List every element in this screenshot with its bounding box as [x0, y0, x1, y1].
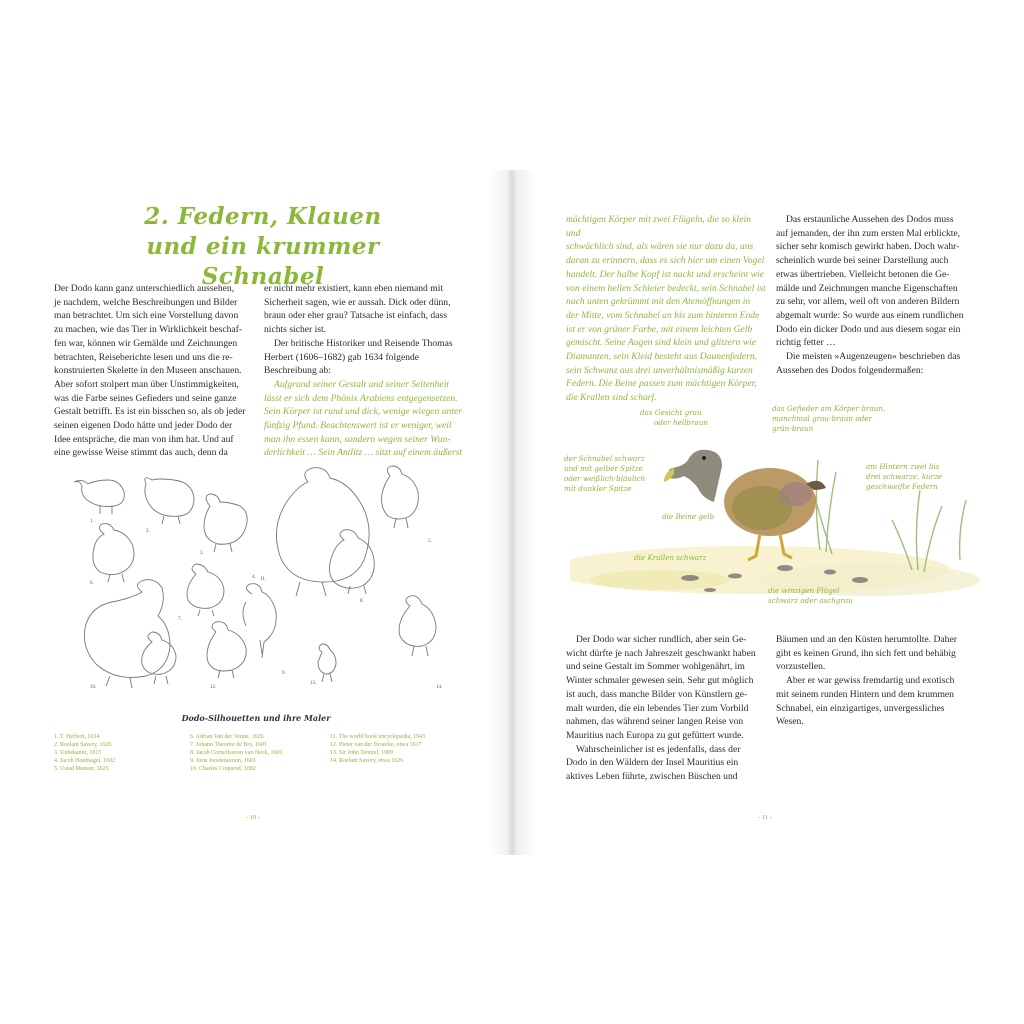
text-line: zu machen, wie das Tier in Wirklichkeit beschaf- — [54, 324, 243, 336]
text-line: nahmen, das während seiner langen Reise von — [566, 716, 744, 728]
credits-column-3 — [330, 733, 425, 765]
credit-item: 6. Adrian Van der Venne, 1626 — [190, 734, 264, 740]
text-line: Idee entspräche, die man von ihm hat. Und auf — [54, 433, 234, 445]
silhouette-2 — [145, 478, 194, 524]
text-line: gemischt. Seine Augen sind klein und glitzern wie — [566, 337, 757, 349]
annotation-line: schwarz oder aschgrau — [768, 596, 853, 605]
text-line: mälde und Zeichnungen manche Eigenschaften — [776, 282, 958, 294]
silhouette-number: 1. — [90, 519, 94, 524]
silhouette-12 — [207, 622, 246, 678]
annotation-line: grün-braun — [772, 424, 814, 433]
paragraph — [566, 213, 766, 405]
annotation-plumage — [772, 404, 885, 434]
silhouette-5 — [382, 466, 419, 528]
text-line: Schnabel, ein einzigartiges, unvergessliches — [776, 702, 945, 714]
text-line: gibt es keinen Grund, ihn sich fett und behäbig — [776, 647, 956, 659]
right-column-2-bottom — [776, 633, 976, 729]
text-line: Mauritius nach Europa zu gut gefüttert wurde. — [566, 729, 744, 741]
silhouette-number: 10. — [90, 685, 97, 690]
annotation-line: oder weißlich-bläulich — [564, 474, 646, 483]
silhouette-number: 4. — [252, 575, 256, 580]
annotation-face — [640, 408, 708, 428]
annotation-line: das Gefieder am Körper braun, — [772, 404, 886, 413]
credit-item: 10. Charles Coquerel, 1882 — [190, 766, 256, 772]
annotation-beak — [564, 454, 645, 494]
silhouette-13 — [318, 644, 336, 682]
text-line: sicher sehr komisch gewirkt haben. Doch wahr- — [776, 241, 960, 253]
text-line: abgemalt wurde: So wurde aus einem rundlichen — [776, 309, 964, 321]
silhouette-number: 9. — [282, 671, 286, 676]
silhouette-4 — [276, 468, 369, 596]
text-line: Gestalt betrifft. Es ist ein bisschen so, als ob jeder — [54, 406, 246, 418]
text-line: ist er von grüner Farbe, mit einem leichten Gelb — [566, 323, 753, 335]
text-line: sein Schwanz aus drei unverhältnismäßig kurzen — [566, 364, 753, 376]
silhouette-14 — [399, 596, 436, 656]
text-line: daran zu erinnern, dass es sich hier um einen Vogel — [566, 255, 765, 267]
text-line: eine gewisse Weise stimmt das auch, denn da — [54, 447, 228, 459]
left-column-2 — [264, 282, 464, 460]
text-line: und seine Gestalt im Sommer wohlgenährt, im — [566, 661, 745, 673]
silhouette-number: 7. — [178, 617, 182, 622]
silhouette-9 — [243, 584, 276, 658]
paragraph — [566, 743, 766, 784]
text-line: Aufgrund seiner Gestalt und seiner Seltenheit — [274, 378, 450, 390]
silhouette-1 — [74, 480, 124, 514]
annotation-tail — [866, 462, 942, 492]
text-line: etwas übertrieben. Vielleicht betonen die Ge- — [776, 268, 950, 280]
text-line: Der britische Historiker und Reisende Thomas — [274, 337, 453, 349]
paragraph — [776, 633, 976, 674]
text-line: betrachten, Reiseberichte lesen und uns die re- — [54, 351, 233, 363]
text-line: die Krallen sind scharf. — [566, 392, 657, 404]
silhouette-number: 14. — [436, 685, 443, 690]
text-line: Diamanten, sein Kleid besteht aus Daunenfedern, — [566, 351, 758, 363]
paragraph — [264, 337, 464, 378]
credit-item: 4. Jacob Hoefnagel, 1602 — [54, 758, 116, 764]
text-line: lässt er sich dem Phönix Arabiens entgegensetzen. — [264, 392, 458, 404]
credit-item: 11. The world book encyclopedia, 1943 — [330, 734, 426, 740]
text-line: je nachdem, welche Beschreibungen und Bilder — [54, 296, 238, 308]
dodo-figure — [664, 450, 826, 560]
text-line: ist auch, dass manche Bilder von Künstlern ge- — [566, 688, 748, 700]
text-line: braun oder eher grau? Tatsache ist einfach, dass — [264, 310, 447, 322]
paragraph — [776, 213, 976, 350]
text-line: Das erstaunliche Aussehen des Dodos muss — [786, 214, 954, 225]
text-line: Dodo ein dicker Dodo und aus diesem sogar ein — [776, 323, 961, 335]
credit-item: 2. Roelant Savery, 1626 — [54, 742, 112, 748]
silhouette-3 — [204, 494, 247, 552]
credit-item: 12. Pieter van der Broecke, etwa 1617 — [330, 742, 422, 748]
text-line: der Mitte, vom Schnabel an bis zum hinteren Ende — [566, 309, 760, 321]
text-line: Sein Körper ist rund und dick, wenige wiegen unter — [264, 406, 462, 418]
text-line: Aber er war gewiss fremdartig und exotisch — [786, 675, 955, 687]
annotation-line: und mit gelber Spitze — [564, 464, 643, 473]
text-line: Dodo in den Wäldern der Insel Mauritius ein — [566, 757, 739, 769]
silhouette-10 — [84, 580, 170, 688]
annotation-line: mit dunkler Spitze — [564, 484, 632, 493]
silhouettes-caption-title: Dodo-Silhouetten und ihre Maler — [181, 713, 331, 723]
text-line: er nicht mehr existiert, kann eben niemand mit — [264, 283, 444, 294]
text-line: wicht dürfte je nach Jahreszeit geschwankt haben — [566, 647, 756, 659]
credit-item: 1. T. Herbert, 1634 — [54, 734, 100, 740]
quote-herbert — [264, 378, 464, 460]
silhouette-7 — [187, 564, 224, 616]
paragraph — [776, 350, 976, 377]
annotation-legs — [662, 512, 714, 522]
annotation-line: oder hellbraun — [654, 418, 708, 427]
silhouette-number: 5. — [428, 539, 432, 544]
text-line: Herbert (1606–1682) gab 1634 folgende — [264, 351, 420, 363]
silhouette-8 — [329, 530, 374, 594]
annotation-line: der Schnabel schwarz — [564, 454, 645, 463]
text-line: fen war, können wir Gemälde und Zeichnungen — [54, 337, 238, 349]
silhouette-6 — [93, 524, 134, 582]
right-column-2-top — [776, 213, 976, 377]
page-number-right: - 11 - — [758, 814, 772, 821]
credit-item: 5. Ustad Mansur, 1625 — [54, 766, 109, 772]
annotation-claws — [634, 553, 706, 563]
text-line: aktives Leben führte, zwischen Büschen und — [566, 771, 738, 783]
silhouette-number: 12. — [210, 685, 217, 690]
text-line: von einem hellen Schleier bedeckt, sein Schnabel ist — [566, 282, 766, 294]
paragraph — [566, 633, 766, 743]
credit-item: 9. Joris Joostenszoon, 1601 — [190, 758, 256, 764]
credit-item: 8. Jacob Corneliszoon van Neck, 1601 — [190, 750, 283, 756]
text-line: seinen eigenen Dodo hätte und jeder Dodo der — [54, 420, 233, 432]
text-line: fünfzig Pfund. Beachtenswert ist er weniger, weil — [264, 420, 452, 432]
right-column-1-bottom — [566, 633, 766, 784]
text-line: man ihn essen kann, sondern wegen seiner Wun- — [264, 433, 451, 445]
annotation-line: manchmal grau-braun oder — [772, 414, 872, 423]
quote-herbert-continued — [566, 213, 766, 405]
text-line: Wahrscheinlicher ist es jedenfalls, dass der — [576, 743, 741, 755]
text-line: auf jemanden, der ihn zum ersten Mal erblickte, — [776, 227, 961, 239]
annotation-line: am Hintern zwei bis — [866, 462, 940, 471]
text-line: Sicherheit sagen, wie er aussah. Dick oder dünn, — [264, 296, 451, 308]
text-line: malt wurden, die ein lebendes Tier zum Vorbild — [566, 702, 749, 714]
annotation-line: drei schwarze, kurze — [866, 472, 943, 481]
credit-item: 7. Johann Theodor de Bry, 1601 — [190, 742, 267, 748]
annotation-line: die winzigen Flügel — [768, 586, 840, 595]
silhouette-number: 13. — [310, 681, 317, 686]
silhouette-number: 2. — [146, 529, 150, 534]
paragraph — [264, 282, 464, 337]
paragraph — [54, 282, 254, 460]
text-line: richtig fetter … — [776, 337, 836, 349]
text-line: nichts sicher ist. — [264, 324, 327, 336]
text-line: Beschreibung ab: — [264, 365, 331, 377]
text-line: Bäumen und an den Küsten herumtollte. Daher — [776, 634, 957, 645]
silhouette-number: 6. — [90, 581, 94, 586]
silhouette-number: 3. — [200, 551, 204, 556]
paragraph — [776, 674, 976, 729]
text-line: man betrachtet. Um sich eine Vorstellung davon — [54, 310, 239, 322]
chapter-title-line-2: und ein krummer Schnabel — [146, 233, 380, 290]
annotation-line: das Gesicht grau — [640, 408, 702, 417]
dodo-silhouettes-illustration — [60, 462, 450, 702]
text-line: scheinlich wurde bei seiner Darstellung auch — [776, 255, 949, 267]
text-line: Aber sofort stolpert man über Unstimmigkeiten, — [54, 378, 239, 390]
text-line: Der Dodo kann ganz unterschiedlich aussehen, — [54, 283, 235, 294]
credits-column-2 — [190, 733, 282, 773]
text-line: was die Farbe seines Gefieders und seine ganze — [54, 392, 237, 404]
annotation-line: die Krallen schwarz — [634, 553, 707, 562]
text-line: Wesen. — [776, 716, 804, 728]
text-line: Aussehen des Dodos folgendermaßen: — [776, 364, 924, 376]
annotation-wings — [768, 586, 853, 606]
text-line: mit seinem runden Hintern und dem krummen — [776, 688, 954, 700]
page-number-left: - 10 - — [246, 814, 261, 821]
credits-column-1 — [54, 733, 115, 773]
silhouette-number: 11. — [260, 577, 267, 582]
text-line: nach unten gekrümmt mit den Atemöffnungen in — [566, 296, 751, 308]
text-line: handelt. Der halbe Kopf ist nackt und erscheint wie — [566, 268, 764, 280]
chapter-title-line-1: 2. Federn, Klauen — [144, 203, 382, 230]
text-line: Der Dodo war sicher rundlich, aber sein Ge- — [576, 634, 747, 645]
text-line: mächtigen Körper mit zwei Flügeln, die so klein und — [566, 214, 751, 239]
text-line: derlichkeit … Sein Antlitz … sitzt auf einem äußerst — [264, 447, 463, 459]
text-line: zu sehr, vor allem, weil oft von anderen Bildern — [776, 296, 960, 308]
annotation-line: die Beine gelb — [662, 512, 715, 521]
left-column-1 — [54, 282, 254, 460]
text-line: konstruierten Skelette in den Museen anschauen. — [54, 365, 242, 377]
silhouette-number: 8. — [360, 599, 364, 604]
chapter-title — [98, 202, 428, 292]
credit-item: 3. Unbekannt, 1815 — [54, 750, 102, 756]
book-gutter — [488, 170, 536, 855]
text-line: Federn. Die Beine passen zum mächtigen Körper, — [566, 378, 757, 390]
credit-item: 14. Roelant Savery, etwa 1626 — [330, 758, 404, 764]
text-line: vorzustellen. — [776, 661, 826, 673]
credit-item: 13. Sir John Tenniel, 1909 — [330, 750, 394, 756]
text-line: Winter schmaler gewesen sein. Sehr gut möglich — [566, 675, 754, 687]
annotation-line: geschweifte Federn — [866, 482, 938, 491]
text-line: Die meisten »Augenzeugen« beschrieben das — [786, 351, 961, 363]
text-line: schwächlich sind, als wären sie nur dazu da, uns — [566, 241, 754, 253]
